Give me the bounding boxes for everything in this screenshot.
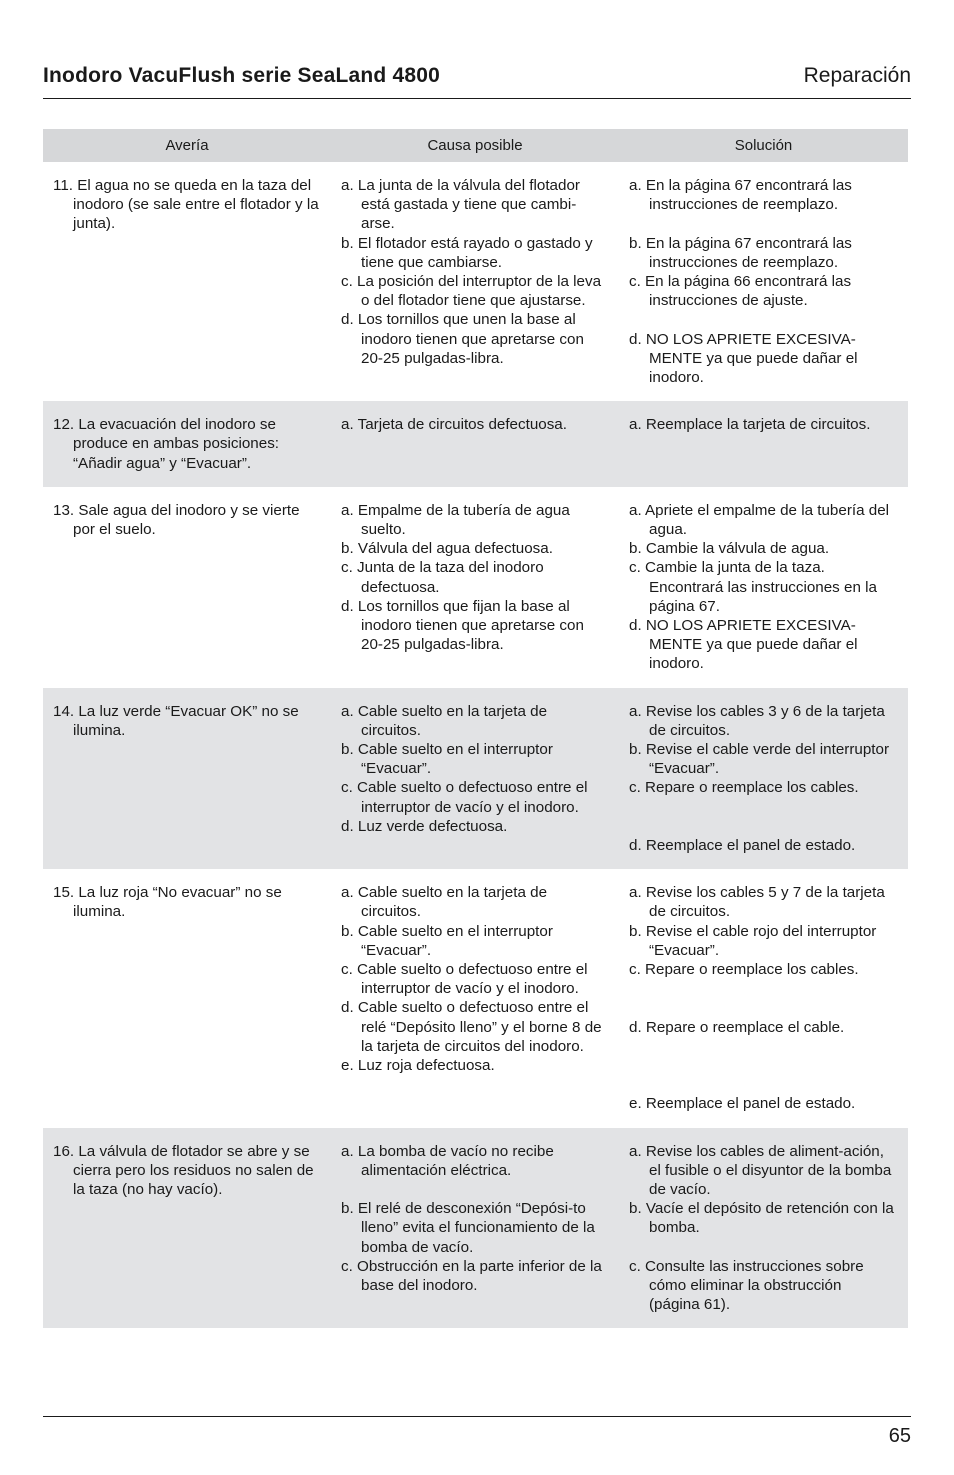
cause-cell xyxy=(331,401,619,487)
fault-text: 14. La luz verde “Evacuar OK” no se ilumina. xyxy=(53,702,299,739)
cause-item: c. Obstrucción en la parte inferior de la base del inodoro. xyxy=(341,1257,602,1295)
cause-cell xyxy=(331,487,619,688)
cause-item: a. Cable suelto en la tarjeta de circuitos. xyxy=(341,702,548,739)
fault-cell xyxy=(43,869,331,1127)
column-header-fault: Avería xyxy=(43,129,331,162)
cause-item: a. La junta de la válvula del flotador está gastada y tiene que cambi-arse. xyxy=(341,177,580,233)
solution-item: c. Repare o reemplace los cables. xyxy=(629,961,859,979)
table-row xyxy=(43,162,908,401)
solution-item: b. En la página 67 encontrará las instrucciones de reemplazo. xyxy=(629,234,852,271)
fault-cell xyxy=(43,1128,331,1329)
table-row xyxy=(43,487,908,688)
table-row xyxy=(43,401,908,487)
cause-item: a. Cable suelto en la tarjeta de circuitos. xyxy=(341,884,548,921)
solution-item: d. NO LOS APRIETE EXCESIVA-MENTE ya que puede dañar el inodoro. xyxy=(629,617,858,673)
cause-item: d. Los tornillos que unen la base al inodoro tienen que apretarse con 20-25 pulgadas-libra. xyxy=(341,311,584,367)
table-row xyxy=(43,869,908,1127)
solution-cell xyxy=(619,688,908,870)
solution-item: c. Cambie la junta de la taza. Encontrará las instrucciones en la página 67. xyxy=(629,559,877,615)
solution-cell xyxy=(619,401,908,487)
cause-cell xyxy=(331,1128,619,1329)
cause-item: b. El relé de desconexión “Depósi-to lleno” evita el funcionamiento de la bomba de vacío. xyxy=(341,1200,595,1256)
fault-text: 15. La luz roja “No evacuar” no se ilumina. xyxy=(53,884,282,921)
cause-item: c. Cable suelto o defectuoso entre el interruptor de vacío y el inodoro. xyxy=(341,961,588,998)
solution-cell xyxy=(619,1128,908,1329)
table-row xyxy=(43,688,908,870)
cause-item: b. Válvula del agua defectuosa. xyxy=(341,540,553,558)
solution-item: b. Cambie la válvula de agua. xyxy=(629,540,830,558)
solution-item: c. Consulte las instrucciones sobre cómo eliminar la obstrucción (página 61). xyxy=(629,1257,864,1314)
cause-item: a. Tarjeta de circuitos defectuosa. xyxy=(341,416,567,434)
page-header xyxy=(43,62,911,99)
cause-item: b. Cable suelto en el interruptor “Evacuar”. xyxy=(341,741,553,778)
document-title: Inodoro VacuFlush serie SeaLand 4800 xyxy=(43,64,441,87)
solution-item: b. Vacíe el depósito de retención con la bomba. xyxy=(629,1200,894,1237)
cause-item: c. Cable suelto o defectuoso entre el interruptor de vacío y el inodoro. xyxy=(341,779,588,816)
cause-cell xyxy=(331,869,619,1127)
fault-cell xyxy=(43,688,331,870)
solution-item: a. Reemplace la tarjeta de circuitos. xyxy=(629,416,871,434)
fault-cell xyxy=(43,162,331,401)
fault-text: 12. La evacuación del inodoro se produce en ambas posiciones: “Añadir agua” y “Evacuar”. xyxy=(53,416,280,472)
cause-cell xyxy=(331,688,619,870)
page-footer xyxy=(43,1416,911,1447)
fault-cell xyxy=(43,401,331,487)
cause-item: a. La bomba de vacío no recibe alimentación eléctrica. xyxy=(341,1142,554,1179)
cause-item: d. Los tornillos que fijan la base al inodoro tienen que apretarse con 20-25 pulgadas-libra. xyxy=(341,597,584,654)
table-row xyxy=(43,1128,908,1329)
solution-item: c. Repare o reemplace los cables. xyxy=(629,779,859,797)
solution-item: d. NO LOS APRIETE EXCESIVA-MENTE ya que puede dañar el inodoro. xyxy=(629,330,858,386)
fault-text: 13. Sale agua del inodoro y se vierte por el suelo. xyxy=(53,501,300,539)
solution-cell xyxy=(619,869,908,1127)
solution-item: d. Repare o reemplace el cable. xyxy=(629,1018,845,1036)
cause-item: d. Cable suelto o defectuoso entre el relé “Depósito lleno” y el borne 8 de la tarjeta de circuitos del inodoro. xyxy=(341,999,602,1055)
fault-cell xyxy=(43,487,331,688)
solution-item: a. Revise los cables 5 y 7 de la tarjeta de circuitos. xyxy=(629,884,885,921)
cause-item: c. La posición del interruptor de la leva o del flotador tiene que ajustarse. xyxy=(341,273,602,310)
solution-item: c. En la página 66 encontrará las instrucciones de ajuste. xyxy=(629,273,852,310)
fault-text: 16. La válvula de flotador se abre y se cierra pero los residuos no salen de la taza (no hay vacío). xyxy=(53,1142,314,1199)
solution-item: a. Revise los cables de aliment-ación, el fusible o el disyuntor de la bomba de vacío. xyxy=(629,1142,892,1199)
table-header-row xyxy=(43,129,908,162)
fault-text: 11. El agua no se queda en la taza del inodoro (se sale entre el flotador y la junta). xyxy=(53,177,319,233)
cause-cell xyxy=(331,162,619,401)
cause-item: e. Luz roja defectuosa. xyxy=(341,1057,495,1075)
page-number: 65 xyxy=(888,1425,911,1447)
solution-cell xyxy=(619,487,908,688)
cause-item: b. El flotador está rayado o gastado y tiene que cambiarse. xyxy=(341,234,593,271)
solution-item: e. Reemplace el panel de estado. xyxy=(629,1095,856,1113)
solution-item: a. Revise los cables 3 y 6 de la tarjeta de circuitos. xyxy=(629,702,885,739)
solution-item: b. Revise el cable verde del interruptor “Evacuar”. xyxy=(629,741,890,778)
cause-item: d. Luz verde defectuosa. xyxy=(341,817,508,835)
solution-item: b. Revise el cable rojo del interruptor “Evacuar”. xyxy=(629,922,877,959)
cause-item: a. Empalme de la tubería de agua suelto. xyxy=(341,501,570,539)
column-header-cause: Causa posible xyxy=(331,129,619,162)
cause-item: c. Junta de la taza del inodoro defectuosa. xyxy=(341,559,544,596)
troubleshooting-table xyxy=(43,129,908,1328)
section-title: Reparación xyxy=(803,64,911,87)
solution-cell xyxy=(619,162,908,401)
column-header-solution: Solución xyxy=(619,129,908,162)
solution-item: a. Apriete el empalme de la tubería del agua. xyxy=(629,501,890,539)
solution-item: d. Reemplace el panel de estado. xyxy=(629,837,856,855)
solution-item: a. En la página 67 encontrará las instrucciones de reemplazo. xyxy=(629,177,852,214)
cause-item: b. Cable suelto en el interruptor “Evacuar”. xyxy=(341,922,553,959)
